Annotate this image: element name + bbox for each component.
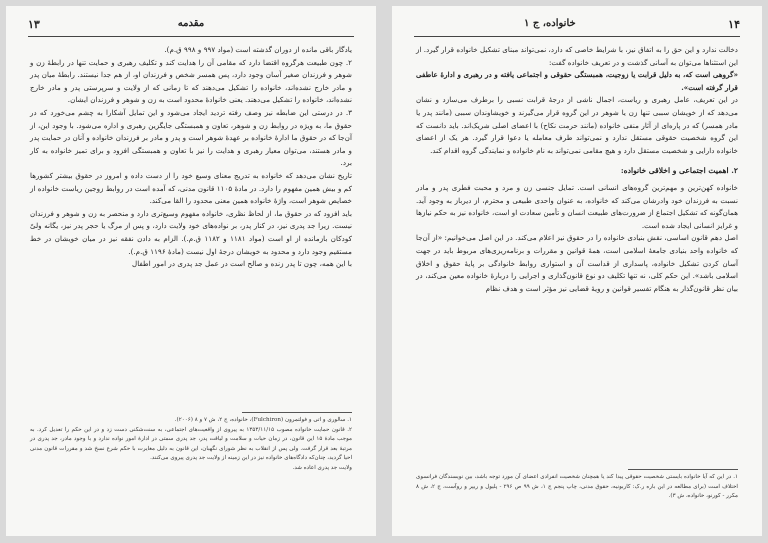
running-title: خانواده، ج ۱ [524, 18, 576, 29]
page-header [28, 18, 354, 34]
paragraph: در این تعریف، عامل رهبری و ریاست، اجمال ناشی از درجهٔ قرابت نسبی را برطرف می‌سازد و نشان می‌دهد که از خویشان سببی تنها زن یا شوهر در این گروه قرار می‌گیرند و خویشاوندان سببی (مانند پدر یا مادر همسر) که در پاره‌ای از آثار منفی خانواده (مانند حرمت نکاح) با اعضای اصلی شریک‌اند. باید دانست که این گروه شخصیت حقوقی مستقل ندارد و نمی‌تواند طرف معامله یا دعوا قرار گیرد. هر یک از اعضای خانواده دارایی و شخصیت مستقل دارد و هیچ مقامی نمی‌تواند به نام خانواده و نمایندگی گروه اقدام کند. [416, 95, 738, 155]
page-header [414, 18, 740, 34]
footnote: ولایت جد پدری اعاده شد. [292, 464, 352, 471]
right-page [392, 6, 762, 536]
paragraph: باید افزود که در حقوق ما، از لحاظ نظری، خانواده مفهوم وسیع‌تری دارد و منحصر به زن و شوهر و فرزندان نیست. زیرا جد پدری نیز، در کنار پدر، بر نواده‌های خود ولایت دارد، و پس از مرگ یا حجر پدر نیز، یگانه ولیّ کودکان بازمانده از او است (مواد ۱۱۸۱ و ۱۱۸۲ ق.م.). الزام به دادن نفقه نیز در میان خویشان در خط مستقیم وجود دارد و محدود به خویشان درجهٔ اول نیست (مادهٔ ۱۱۹۶ ق.م.). [30, 208, 352, 256]
paragraph: اصل دهم قانون اساسی، نقش بنیادی خانواده را در حقوق نیز اعلام می‌کند. در این اصل می‌خوانیم: «از آن‌جا که خانواده واحد بنیادی جامعهٔ اسلامی است، همهٔ قوانین و مقررات و برنامه‌ریزی‌های مربوط باید در جهت آسان کردن تشکیل خانواده، پاسداری از قداست آن و استواری روابط خانوادگی بر پایهٔ حقوق و اخلاق اسلامی باشد». این حکم کلی، نه تنها تکلیف دو نوع قانون‌گذاری و اجرایی را دربارهٔ خانواده معین می‌کند، در بیان نظر قانون‌گذار به هنگام تفسیر قوانین و رویهٔ قضایی نیز مؤثر است و هدف نظام [416, 233, 738, 293]
header-rule [28, 36, 354, 37]
page-body [30, 44, 352, 271]
footnote: ۱. سالوری و اتی و فولتمرون (Fulchiron)، خانواده، ج ۲، ش ۷ و ۸ (۲۰۰۶). [174, 417, 352, 423]
header-rule [414, 36, 740, 37]
footnote: ۲. قانون حمایت خانواده مصوب ۱۳۵۳/۱۱/۱۵ به پیروی از واقعیت‌های اجتماعی، به سنت‌شکنی دست زد و در این حکم را تعدیل کرد. به موجب مادهٔ ۱۵ این قانون، در زمان حیات و سلامت و لیاقت پدر، جد پدری سمتی در ادارهٔ امور نواده ندارد و با وجود مادر، جد پدری در مرتبهٔ بعد قرار گرفت. ولی پس از انقلاب به نظر شورای نگهبان، این قانون به دلیل مغایرت با حکم شرع نسخ شد و مقررات قانون مدنی احیا گردید، چنان‌که دادگاه‌های خانواده نیز در این زمینه از ولایت جد پدری پیروی می‌کنند. [30, 426, 352, 462]
left-page [6, 6, 376, 536]
paragraph: ۳. در درستی این ضابطه نیز وصف رفته تردید ایجاد می‌شود و این تمایل آشکارا به چشم می‌خورد که در حقوق ما، به ویژه در روابط زن و شوهر، تعاون و همبستگی جایگزین رهبری و اداره می‌شود. با وجود این، از آن‌جا که در حقوق ما ادارهٔ خانواده بر عهدهٔ شوهر است و پدر و مادر بر فرزندان خانواده و آنان در حمایت پدر و مادر هستند، می‌توان معیار رهبری و هدایت را نیز با تعاون و همبستگی افزود و برای تمیز خانواده به کار برد. [30, 107, 352, 168]
paragraph: خانواده کهن‌ترین و مهم‌ترین گروه‌های انسانی است. تمایل جنسی زن و مرد و محبت فطری پدر و مادر نسبت به فرزندان خود وادرشان می‌کند که خانواده، به عنوان واحدی طبیعی و محترم، از دیرباز به وجود آید. همان‌گونه که تشکیل اجتماع از ضرورت‌های طبیعت انسان و تأمین سعادت او است، خانواده نیز به حکم نیازها و غرایز انسانی ایجاد شده است. [416, 182, 738, 230]
footnote-rule [628, 469, 738, 470]
footnotes [30, 416, 352, 474]
page-body [416, 44, 738, 295]
footnote: ۱. در این که آیا خانواده بایستی شخصیت حقوقی پیدا کند یا همچنان شخصیت انفرادی اعضای آن مورد توجه باشد، بین نویسندگان فرانسوی اختلاف است (برای مطالعه در این باره ر.ک: کاربونیه، حقوق مدنی، چاپ پنجم ج ۱، ش ۹۹ ص ۲۹۶ - پلیول و ریپر و روآست، ج ۲، ش ۸ مکرر - کورنو، خانواده، ش ۳). [416, 474, 738, 500]
paragraph: با این همه، چون تا پدر زنده و صالح است در عمل جد پدری در امور اطفال [132, 259, 352, 269]
definition-quote: «گروهی است که، به دلیل قرابت یا زوجیت، همبستگی حقوقی و اجتماعی یافته و در رهبری و ادارهٔ عاطفی قرار گرفته است». [416, 70, 738, 92]
paragraph: یادگار باقی مانده از دوران گذشته است (مواد ۹۹۷ و ۹۹۸ ق.م). [164, 45, 352, 54]
paragraph: تاریخ نشان می‌دهد که خانواده به تدریج معنای وسیع خود را از دست داده و امروز در حقوق بیشتر کشورها کم و بیش همین مفهوم را دارد. در مادهٔ ۱۱۰۵ قانون مدنی، که آمده است در روابط زوجین ریاست خانواده از خصایص شوهر است، واژهٔ خانواده همین معنی محدود را القا می‌کند. [30, 170, 352, 206]
running-title: مقدمه [177, 18, 205, 29]
footnote-rule [242, 412, 352, 413]
paragraph: دخالت ندارد و این حق را به اتفاق نیز، با شرایط خاصی که دارد، نمی‌تواند مبنای تشکیل خانواده قرار گیرد. از این استثناها می‌توان به آسانی گذشت و در تعریف خانواده گفت: [416, 45, 738, 67]
paragraph: ۲. چون طبیعت هرگروه اقتضا دارد که مقامی آن را هدایت کند و تکلیف رهبری و حمایت تنها در رابطهٔ زن و شوهر و فرزندان صغیر آسان وجود دارد، پس همسر شخص و فرزندان او، از هم جدا نیستند. رابطهٔ میان پدر و مادر خارج نشده‌اند، خانواده را تشکیل می‌دهند که تا زمانی که از ولایت و سرپرستی پدر و مادر خارج نشده‌اند، خانواده را تشکیل می‌دهند. یعنی خانوادهٔ محدود است به زن و شوهر و فرزندان ایشان. [30, 57, 352, 105]
page-number: ۱۴ [728, 18, 740, 31]
page-number: ۱۳ [28, 18, 40, 31]
section-heading: ۲. اهمیت اجتماعی و اخلاقی خانواده: [620, 166, 738, 176]
footnotes [416, 473, 738, 502]
